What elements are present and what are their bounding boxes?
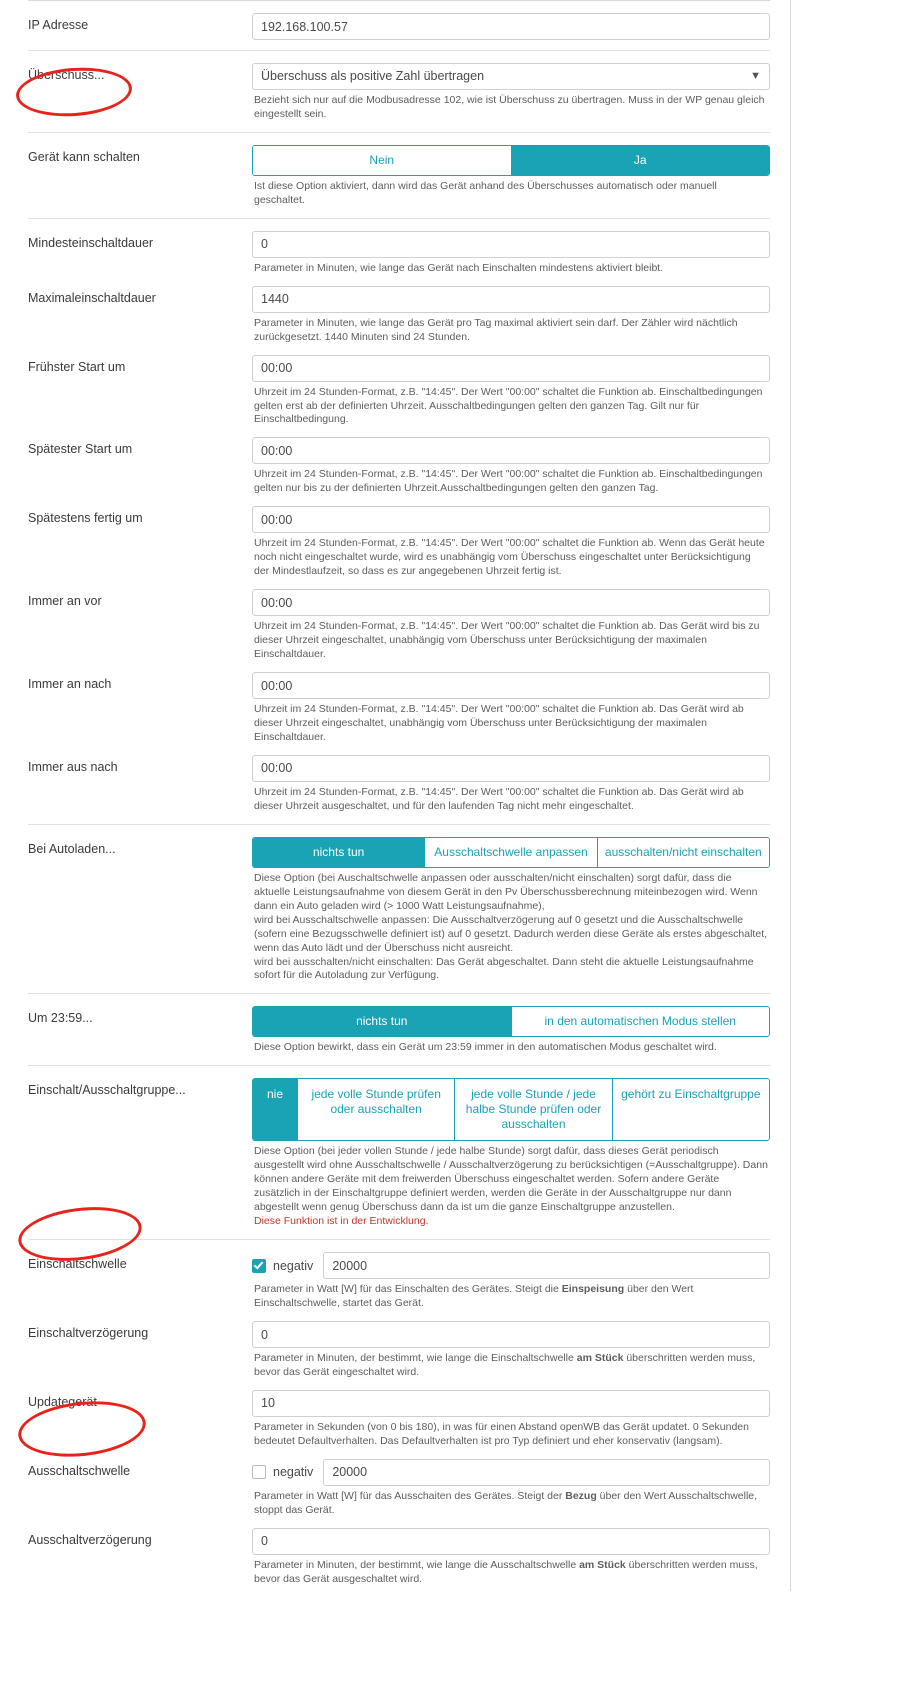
form-row-ip-address: [0, 7, 790, 44]
field-updategeraet: [252, 1384, 790, 1453]
checkbox-line-ausschaltschwelle: [252, 1459, 770, 1486]
field-geraet-kann-schalten: [252, 139, 790, 212]
field-spaetester-start-um: [252, 431, 790, 500]
checkbox-label-ausschaltschwelle: negativ: [273, 1465, 314, 1480]
label-immer-aus-nach: Immer aus nach: [28, 759, 118, 774]
field-maximaleinschaltdauer: [252, 280, 790, 349]
segmented-geraet-kann-schalten: [252, 145, 770, 176]
section-divider: [28, 824, 770, 825]
input-ausschaltschwelle[interactable]: [323, 1459, 770, 1486]
field-fruehster-start-um: [252, 349, 790, 432]
help-text-einschalt-ausschaltgruppe: Diese Option (bei jeder vollen Stunde / jede halbe Stunde) sorgt dafür, dass dieses Gerät periodisch ausgestellt wird ohne Ausschaltschwelle / Ausschaltverzögerung zu berücksichtigen (=Ausschaltgruppe). Dann können andere Geräte mit dem freiwerden Überschuss eingeschaltet werden. Sofern andere Geräte zusätzlich in der Einschaltgruppe definiert werden, werden die Geräte in der Ausschaltgruppe nur dann abgestellt wenn genug Überschuss dann da ist um die ganze Einschaltgruppe anzustellen. Diese Funktion ist in der Entwicklung.: [254, 1145, 768, 1228]
form-row-ausschaltschwelle: [0, 1453, 790, 1522]
field-einschaltverzoegerung: [252, 1315, 790, 1384]
form-rows: [0, 7, 790, 1591]
input-spaetestens-fertig-um[interactable]: [252, 506, 770, 533]
input-einschaltschwelle[interactable]: [323, 1252, 770, 1279]
form-row-immer-aus-nach: [0, 749, 790, 818]
help-text-ausschaltschwelle: Parameter in Watt [W] für das Ausschaiten des Gerätes. Steigt der Bezug über den Wert Ausschaltschwelle, stoppt das Gerät.: [254, 1489, 758, 1516]
segment-option-einschalt-ausschaltgruppe-0[interactable]: nie: [253, 1079, 297, 1140]
field-immer-an-vor: [252, 583, 790, 666]
help-text-ueberschuss: Bezieht sich nur auf die Modbusadresse 102, wie ist Überschuss zu übertragen. Muss in der WP genau gleich eingestellt sein.: [254, 93, 765, 120]
field-einschalt-ausschaltgruppe: [252, 1072, 790, 1233]
input-updategeraet[interactable]: [252, 1390, 770, 1417]
segment-option-einschalt-ausschaltgruppe-1[interactable]: jede volle Stunde prüfen oder ausschalten: [297, 1079, 454, 1140]
help-text-spaetestens-fertig-um: Uhrzeit im 24 Stunden-Format, z.B. "14:45". Der Wert "00:00" schaltet die Funktion ab. Wenn das Gerät heute noch nicht eingeschaltet wurde, wird es unabhängig vom Überschuss eingeschaltet unter Berücksichtigung der Mindestlaufzeit, so dass es zur angegebenen Uhrzeit fertig ist.: [254, 537, 765, 578]
input-spaetester-start-um[interactable]: [252, 437, 770, 464]
field-spaetestens-fertig-um: [252, 500, 790, 583]
help-text-immer-an-nach: Uhrzeit im 24 Stunden-Format, z.B. "14:45". Der Wert "00:00" schaltet die Funktion ab. Das Gerät wird ab dieser Uhrzeit eingeschaltet, unabhängig vom Überschuss unter Berücksichtigung der maximalen Einschaltdauer.: [254, 703, 744, 743]
form-row-fruehster-start-um: [0, 349, 790, 432]
form-row-bei-autoladen: [0, 831, 790, 988]
help-text-immer-an-vor: Uhrzeit im 24 Stunden-Format, z.B. "14:45". Der Wert "00:00" schaltet die Funktion ab. Das Gerät wird bis zu dieser Uhrzeit eingeschaltet, unabhängig vom Überschuss unter Berücksichtigung der maximalen Einschaltdauer.: [254, 620, 760, 661]
label-fruehster-start-um: Frühster Start um: [28, 359, 126, 374]
field-mindesteinschaltdauer: [252, 225, 790, 280]
select-wrap-ueberschuss: [252, 63, 770, 90]
form-row-um-2359: [0, 1000, 790, 1059]
input-fruehster-start-um[interactable]: [252, 355, 770, 382]
help-text-updategeraet: Parameter in Sekunden (von 0 bis 180), in was für einen Abstand openWB das Gerät updatet. 0 Sekunden bedeutet Defaultverhalten. Das Defaultverhalten ist pro Typ definiert und eher konservativ (langsam).: [254, 1420, 749, 1447]
form-row-spaetestens-fertig-um: [0, 500, 790, 583]
checkbox-label-einschaltschwelle: negativ: [273, 1258, 314, 1273]
section-divider: [28, 50, 770, 51]
form-row-ueberschuss: [0, 57, 790, 126]
checkbox-ausschaltschwelle-negativ[interactable]: [252, 1465, 266, 1479]
form-row-einschalt-ausschaltgruppe: [0, 1072, 790, 1233]
chevron-down-icon: ▼: [750, 69, 761, 82]
field-immer-an-nach: [252, 666, 790, 749]
segment-option-um-2359-0[interactable]: nichts tun: [253, 1007, 511, 1036]
checkbox-line-einschaltschwelle: [252, 1252, 770, 1279]
section-divider: [28, 132, 770, 133]
help-text-um-2359: Diese Option bewirkt, dass ein Gerät um 23:59 immer in den automatischen Modus geschaltet wird.: [254, 1041, 717, 1054]
field-einschaltschwelle: [252, 1246, 790, 1315]
label-maximaleinschaltdauer: Maximaleinschaltdauer: [28, 290, 156, 305]
segmented-bei-autoladen: [252, 837, 770, 868]
select-ueberschuss[interactable]: [252, 63, 770, 90]
segment-option-einschalt-ausschaltgruppe-2[interactable]: jede volle Stunde / jede halbe Stunde prüfen oder ausschalten: [454, 1079, 611, 1140]
segment-option-um-2359-1[interactable]: in den automatischen Modus stellen: [511, 1007, 770, 1036]
segment-option-geraet-kann-schalten-0[interactable]: Nein: [253, 146, 511, 175]
label-ip-address: IP Adresse: [28, 18, 89, 32]
field-ausschaltverzoegerung: [252, 1522, 790, 1591]
form-row-immer-an-nach: [0, 666, 790, 749]
section-divider: [28, 1239, 770, 1240]
input-immer-aus-nach[interactable]: [252, 755, 770, 782]
checkbox-einschaltschwelle-negativ[interactable]: [252, 1259, 266, 1273]
section-divider: [28, 218, 770, 219]
form-row-einschaltschwelle: [0, 1246, 790, 1315]
segment-option-bei-autoladen-2[interactable]: ausschalten/nicht einschalten: [597, 838, 769, 867]
input-ausschaltverzoegerung[interactable]: [252, 1528, 770, 1555]
section-divider: [28, 1065, 770, 1066]
label-ausschaltschwelle: Ausschaltschwelle: [28, 1463, 131, 1478]
form-row-immer-an-vor: [0, 583, 790, 666]
segment-option-bei-autoladen-0[interactable]: nichts tun: [253, 838, 424, 867]
label-immer-an-vor: Immer an vor: [28, 594, 102, 609]
help-text-immer-aus-nach: Uhrzeit im 24 Stunden-Format, z.B. "14:45". Der Wert "00:00" schaltet die Funktion ab. Das Gerät wird ab dieser Uhrzeit ausgeschaltet, und für den laufenden Tag nicht mehr eingeschaltet.: [254, 785, 744, 812]
help-text-einschaltverzoegerung: Parameter in Minuten, der bestimmt, wie lange die Einschaltschwelle am Stück überschritten werden muss, bevor das Gerät eingeschaltet wird.: [254, 1352, 756, 1378]
label-immer-an-nach: Immer an nach: [28, 677, 112, 692]
label-bei-autoladen: Bei Autoladen...: [28, 841, 116, 856]
field-ueberschuss: [252, 57, 790, 126]
help-text-geraet-kann-schalten: Ist diese Option aktiviert, dann wird das Gerät anhand des Überschusses automatisch oder manuell geschaltet.: [254, 179, 717, 206]
help-text-ausschaltverzoegerung: Parameter in Minuten, der bestimmt, wie lange die Ausschaltschwelle am Stück überschritten werden muss, bevor das Gerät ausgeschaltet wird.: [254, 1558, 758, 1585]
input-immer-an-nach[interactable]: [252, 672, 770, 699]
right-gutter: [790, 0, 907, 1591]
input-ip-address[interactable]: [252, 13, 770, 40]
form-row-mindesteinschaltdauer: [0, 225, 790, 280]
form-row-ausschaltverzoegerung: [0, 1522, 790, 1591]
label-um-2359: Um 23:59...: [28, 1011, 93, 1026]
help-text-maximaleinschaltdauer: Parameter in Minuten, wie lange das Gerät pro Tag maximal aktiviert sein darf. Der Zähler wird nächtlich zurückgesetzt. 1440 Minuten sind 24 Stunden.: [254, 316, 738, 343]
field-immer-aus-nach: [252, 749, 790, 818]
help-text-mindesteinschaltdauer: Parameter in Minuten, wie lange das Gerät nach Einschalten mindestens aktiviert bleibt.: [254, 261, 664, 274]
segment-option-bei-autoladen-1[interactable]: Ausschaltschwelle anpassen: [424, 838, 596, 867]
label-spaetester-start-um: Spätester Start um: [28, 442, 133, 457]
label-einschaltverzoegerung: Einschaltverzögerung: [28, 1326, 149, 1340]
field-um-2359: [252, 1000, 790, 1059]
form-row-updategeraet: [0, 1384, 790, 1453]
field-ausschaltschwelle: [252, 1453, 790, 1522]
input-maximaleinschaltdauer[interactable]: [252, 286, 770, 313]
label-updategeraet: Updategerät: [28, 1394, 97, 1409]
label-ueberschuss: Überschuss...: [28, 67, 105, 82]
help-text-einschaltschwelle: Parameter in Watt [W] für das Einschalten des Gerätes. Steigt die Einspeisung über den Wert Einschaltschwelle, startet das Gerät.: [254, 1283, 694, 1310]
form-row-einschaltverzoegerung: [0, 1315, 790, 1384]
input-immer-an-vor[interactable]: [252, 589, 770, 616]
input-mindesteinschaltdauer[interactable]: [252, 231, 770, 258]
label-mindesteinschaltdauer: Mindesteinschaltdauer: [28, 235, 154, 250]
field-ip-address: [252, 7, 790, 42]
segmented-um-2359: [252, 1006, 770, 1037]
help-text-fruehster-start-um: Uhrzeit im 24 Stunden-Format, z.B. "14:45". Der Wert "00:00" schaltet die Funktion ab. Einschaltbedingungen gelten erst ab der definierten Uhrzeit. Ausschaltbedingungen gelten den ganzen Tag. Gilt nur für Einschaltbedingung.: [254, 385, 763, 426]
label-einschaltschwelle: Einschaltschwelle: [28, 1257, 127, 1272]
help-text-bei-autoladen: Diese Option (bei Auschaltschwelle anpassen oder ausschalten/nicht einschalten) sorgt dafür, dass die aktuelle Leistungsaufnahme von diesem Gerät in den Pv Überschussberechnung miteinbezogen wird. Wenn dann ein Auto geladen wird (> 1000 Watt Leistungsaufnahme), wird bei Ausschaltschwelle anpassen: Die Ausschaltverzögerung auf 0 gesetzt und die Ausschaltschwelle (sofern eine Bezugsschwelle definiert ist) auf 0 gesetzt. Dadurch werden diese Geräte als erstes abgeschaltet, wenn das Auto lädt und der Überschuss nicht ausreicht. wird bei ausschalten/nicht einschalten: Das Gerät abgeschaltet. Dann steht die aktuelle Leistungsaufnahme sofort für die Autoladung zur Verfügung.: [254, 871, 768, 982]
form-row-maximaleinschaltdauer: [0, 280, 790, 349]
label-ausschaltverzoegerung: Ausschaltverzögerung: [28, 1532, 152, 1547]
help-text-spaetester-start-um: Uhrzeit im 24 Stunden-Format, z.B. "14:45". Der Wert "00:00" schaltet die Funktion ab. Einschaltbedingungen gelten nur bis zu der definierten Uhrzeit.Ausschaltbedingungen gelten den ganzen Tag.: [254, 468, 763, 495]
field-bei-autoladen: [252, 831, 790, 988]
label-spaetestens-fertig-um: Spätestens fertig um: [28, 511, 143, 526]
form-row-spaetester-start-um: [0, 431, 790, 500]
label-geraet-kann-schalten: Gerät kann schalten: [28, 149, 140, 164]
input-einschaltverzoegerung[interactable]: [252, 1321, 770, 1348]
segment-option-geraet-kann-schalten-1[interactable]: Ja: [511, 146, 770, 175]
segmented-einschalt-ausschaltgruppe: [252, 1078, 770, 1141]
form-row-geraet-kann-schalten: [0, 139, 790, 212]
section-divider: [28, 993, 770, 994]
label-einschalt-ausschaltgruppe: Einschalt/Ausschaltgruppe...: [28, 1083, 186, 1098]
segment-option-einschalt-ausschaltgruppe-3[interactable]: gehört zu Einschaltgruppe: [612, 1079, 769, 1140]
